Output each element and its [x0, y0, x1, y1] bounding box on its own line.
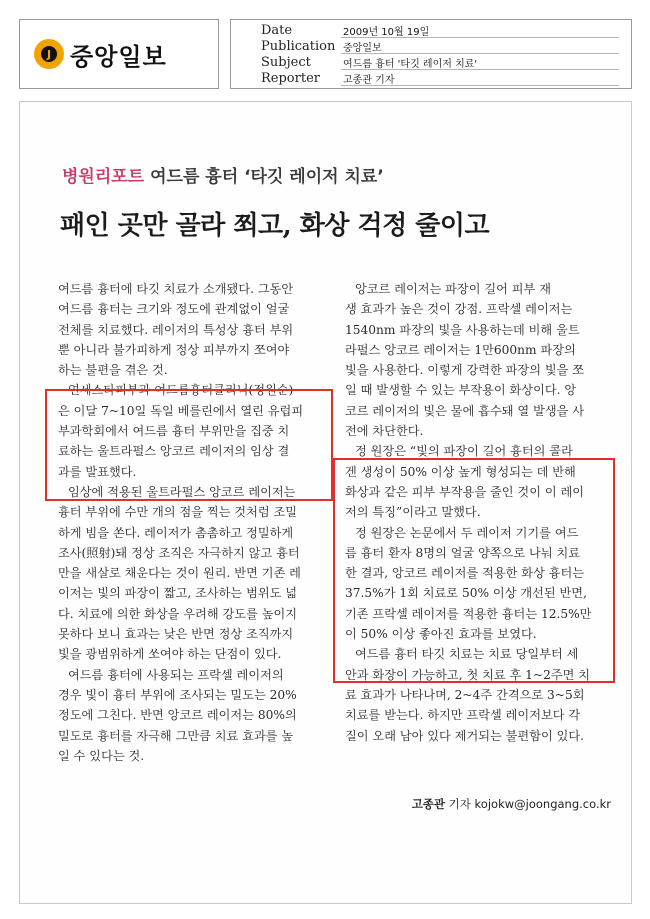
- meta-divider: [341, 37, 619, 38]
- meta-value: 여드름 흉터 '타깃 레이저 치료': [343, 58, 478, 70]
- text-line: 37.5%가 1회 치료로 50% 이상 개선된 반면,: [345, 586, 587, 601]
- article-kicker: [62, 162, 384, 187]
- text-line: 뿐 아니라 불가피하게 정상 피부까지 쪼여야: [58, 342, 290, 357]
- text-line: 료 효과가 나타나며, 2~4주 간격으로 3~5회: [345, 687, 585, 702]
- text-line: 연세스타피부과 여드름흉터클리닉(정원순): [68, 383, 294, 398]
- text-line: 조사(照射)돼 정상 조직은 자극하지 않고 흉터: [58, 545, 300, 560]
- meta-divider: [341, 53, 619, 54]
- meta-row-reporter: [261, 70, 631, 86]
- text-line: 기존 프락셀 레이저를 적용한 흉터는 12.5%만: [345, 606, 592, 621]
- text-line: 못하다 보니 효과는 낮은 반면 정상 조직까지: [58, 627, 294, 642]
- text-line: 치료를 받는다. 하지만 프락셀 레이저보다 각: [345, 708, 581, 723]
- meta-value: 고종관 기자: [343, 74, 395, 86]
- text-line: 다. 치료에 의한 화상을 우려해 강도를 높이지: [58, 606, 298, 621]
- text-line: 름 흉터 환자 8명의 얼굴 양쪽으로 나눠 치료: [345, 545, 581, 560]
- text-line: 저의 특징”이라고 말했다.: [345, 505, 481, 520]
- text-line: 전체를 치료했다. 레이저의 특성상 흉터 부위: [58, 322, 294, 337]
- text-line: 1540nm 파장의 빛을 사용하는데 비해 울트: [345, 322, 580, 337]
- text-line: 이저는 빛의 파장이 짧고, 조사하는 범위도 넓: [58, 586, 298, 601]
- meta-label: Subject: [261, 54, 311, 70]
- meta-row-date: [261, 22, 631, 38]
- article-column-left: [58, 279, 325, 766]
- text-line: 정 원장은 논문에서 두 레이저 기기를 여드: [355, 525, 579, 540]
- text-line: 겐 생성이 50% 이상 높게 형성되는 데 반해: [345, 464, 576, 479]
- text-line: 앙코르 레이저는 파장이 길어 피부 재: [355, 282, 551, 296]
- text-line: 여드름 흉터에 사용되는 프락셀 레이저의: [68, 667, 284, 682]
- kicker-topic: 여드름 흉터 ‘타깃 레이저 치료’: [150, 167, 384, 187]
- article-byline: [412, 796, 611, 812]
- text-line: 하는 불편을 겪은 것.: [58, 363, 168, 378]
- article-headline: 패인 곳만 골라 쬐고, 화상 걱정 줄이고: [60, 211, 490, 241]
- text-line: 료하는 울트라펄스 앙코르 레이저의 임상 결: [58, 444, 290, 459]
- meta-divider: [341, 69, 619, 70]
- highlight-box: [45, 389, 333, 501]
- meta-divider: [341, 85, 619, 86]
- text-line: 만을 새살로 채운다는 것이 원리. 반면 기존 레: [58, 566, 301, 581]
- text-line: 일 수 있다는 것.: [58, 748, 145, 763]
- text-line: 여드름 흉터 타깃 치료는 치료 당일부터 세: [355, 647, 579, 662]
- kicker-section: 병원리포트: [62, 167, 145, 187]
- joongang-emblem-icon: [34, 39, 64, 69]
- meta-value: 중앙일보: [343, 42, 382, 54]
- text-line: 이 50% 이상 좋아진 효과를 보였다.: [345, 627, 537, 642]
- text-line: 여드름 흉터에 타깃 치료가 소개됐다. 그동안: [58, 282, 294, 296]
- text-line: 라펄스 앙코르 레이저는 1만600nm 파장의: [345, 342, 576, 357]
- text-line: 전에 차단한다.: [345, 424, 424, 439]
- meta-row-publication: [261, 38, 631, 54]
- text-line: 흉터 부위에 수만 개의 점을 찍는 것처럼 조밀: [58, 505, 298, 520]
- meta-label: Date: [261, 22, 293, 38]
- meta-label: Publication: [261, 38, 336, 54]
- text-line: 경우 빛이 흉터 부위에 조사되는 밀도는 20%: [58, 687, 297, 702]
- text-line: 질이 오래 남아 있다 제거되는 불편함이 있다.: [345, 728, 585, 743]
- publication-logo: [19, 19, 219, 89]
- highlight-box: [333, 458, 615, 683]
- emblem-letter: J: [41, 46, 57, 62]
- newspaper-clipping: [19, 101, 632, 904]
- meta-row-subject: [261, 54, 631, 70]
- text-line: 밀도로 흉터를 자극해 그만큼 치료 효과를 높: [58, 728, 294, 743]
- text-line: 화상과 같은 피부 부작용을 줄인 것이 이 레이: [345, 484, 585, 499]
- byline-name: 고종관: [411, 797, 446, 811]
- meta-label: Reporter: [261, 70, 320, 86]
- text-line: 여드름 흉터는 크기와 정도에 관계없이 얼굴: [58, 302, 290, 317]
- text-line: 안과 화장이 가능하고, 첫 치료 후 1~2주면 치: [345, 667, 591, 682]
- logo-text: 중앙일보: [70, 42, 167, 71]
- text-line: 일 때 발생할 수 있는 부작용이 화상이다. 앙: [345, 383, 577, 398]
- text-line: 정 원장은 “빛의 파장이 길어 흉터의 콜라: [355, 444, 573, 459]
- article-meta-box: [230, 19, 632, 89]
- text-line: 생 효과가 높은 것이 강점. 프락셀 레이저는: [345, 302, 573, 317]
- text-line: 빛을 사용한다. 이렇게 강력한 파장의 빛을 쪼: [345, 363, 585, 378]
- text-line: 은 이달 7~10일 독일 베를린에서 열린 유럽피: [58, 403, 304, 418]
- text-line: 과를 발표했다.: [58, 464, 137, 479]
- text-line: 한 결과, 앙코르 레이저를 적용한 화상 흉터는: [345, 566, 585, 581]
- byline-contact: 기자 kojokw@joongang.co.kr: [445, 797, 611, 811]
- text-line: 정도에 그친다. 반면 앙코르 레이저는 80%의: [58, 708, 297, 723]
- text-line: 하게 빔을 쏜다. 레이저가 촘촘하고 정밀하게: [58, 525, 294, 540]
- text-line: 빛을 광범위하게 쏘여야 하는 단점이 있다.: [58, 647, 282, 662]
- text-line: 부과학회에서 여드름 흉터 부위만을 집중 치: [58, 424, 290, 439]
- text-line: 코르 레이저의 빛은 물에 흡수돼 열 발생을 사: [345, 403, 585, 418]
- meta-value: 2009년 10월 19일: [343, 26, 430, 38]
- text-line: 임상에 적용된 울트라펄스 앙코르 레이저는: [68, 484, 296, 499]
